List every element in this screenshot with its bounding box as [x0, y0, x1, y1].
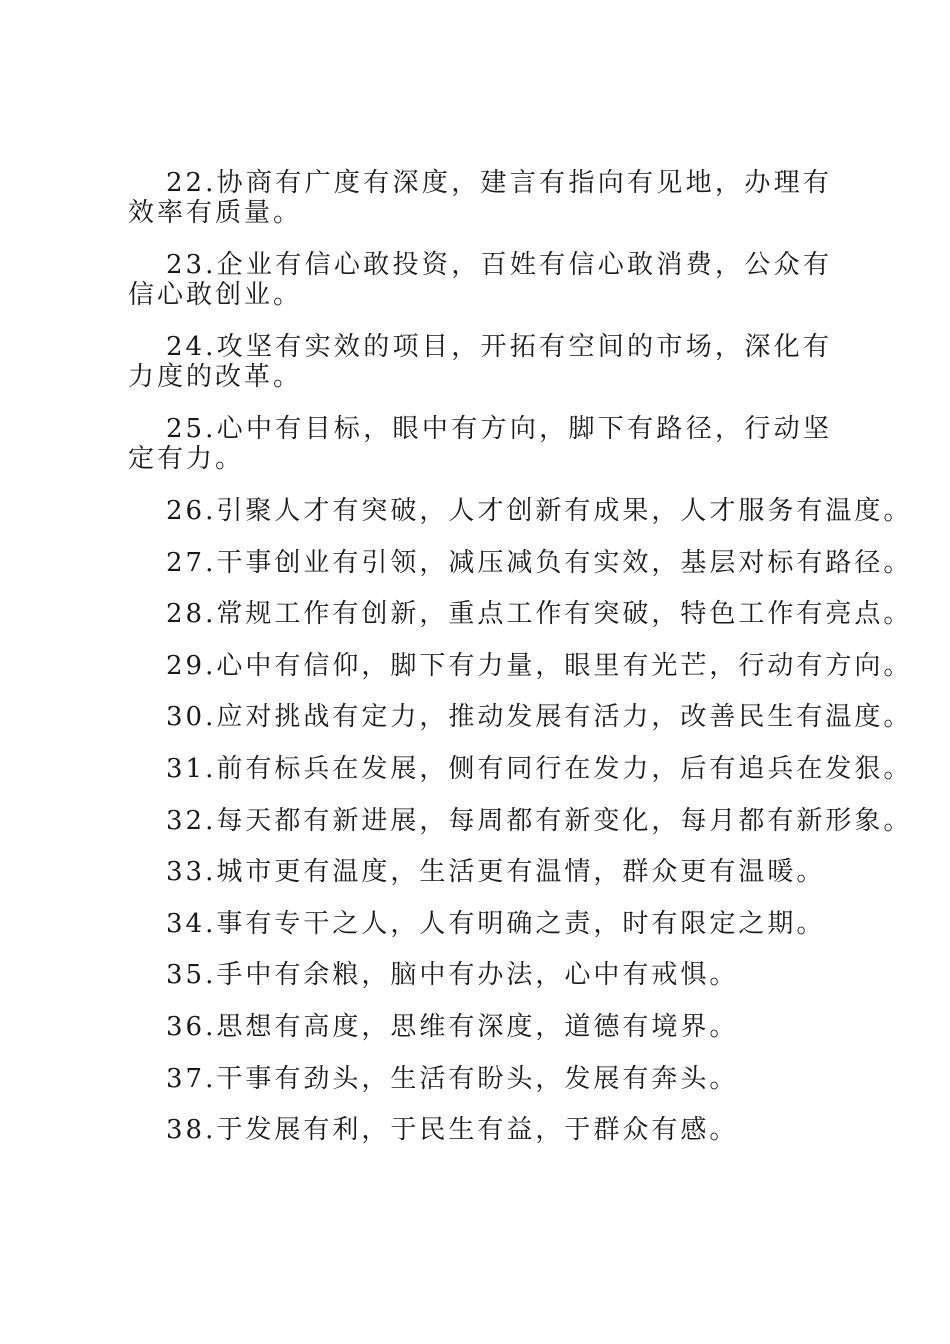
list-item: 28.常规工作有创新，重点工作有突破，特色工作有亮点。: [166, 599, 913, 630]
list-item: 34.事有专干之人，人有明确之责，时有限定之期。: [166, 908, 826, 939]
list-item: 24.攻坚有实效的项目，开拓有空间的市场，深化有力度的改革。: [128, 332, 832, 392]
list-item: 23.企业有信心敢投资，百姓有信心敢消费，公众有信心敢创业。: [128, 250, 832, 310]
list-item: 29.心中有信仰，脚下有力量，眼里有光芒，行动有方向。: [166, 650, 913, 681]
list-item: 31.前有标兵在发展，侧有同行在发力，后有追兵在发狠。: [166, 753, 913, 784]
list-item: 32.每天都有新进展，每周都有新变化，每月都有新形象。: [166, 805, 913, 836]
list-item: 33.城市更有温度，生活更有温情，群众更有温暖。: [166, 857, 826, 888]
document-page: [128, 168, 913, 1167]
list-item: 36.思想有高度，思维有深度，道德有境界。: [166, 1011, 739, 1042]
list-item: 35.手中有余粮，脑中有办法，心中有戒惧。: [166, 960, 739, 991]
list-item: 26.引聚人才有突破，人才创新有成果，人才服务有温度。: [166, 496, 913, 526]
list-item: 25.心中有目标，眼中有方向，脚下有路径，行动坚定有力。: [128, 414, 832, 474]
list-item: 30.应对挑战有定力，推动发展有活力，改善民生有温度。: [166, 702, 913, 733]
list-item: 38.于发展有利，于民生有益，于群众有感。: [166, 1115, 739, 1146]
list-item: 37.干事有劲头，生活有盼头，发展有奔头。: [166, 1063, 739, 1094]
list-item: 22.协商有广度有深度，建言有指向有见地，办理有效率有质量。: [128, 168, 832, 228]
list-item: 27.干事创业有引领，减压减负有实效，基层对标有路径。: [166, 547, 913, 578]
